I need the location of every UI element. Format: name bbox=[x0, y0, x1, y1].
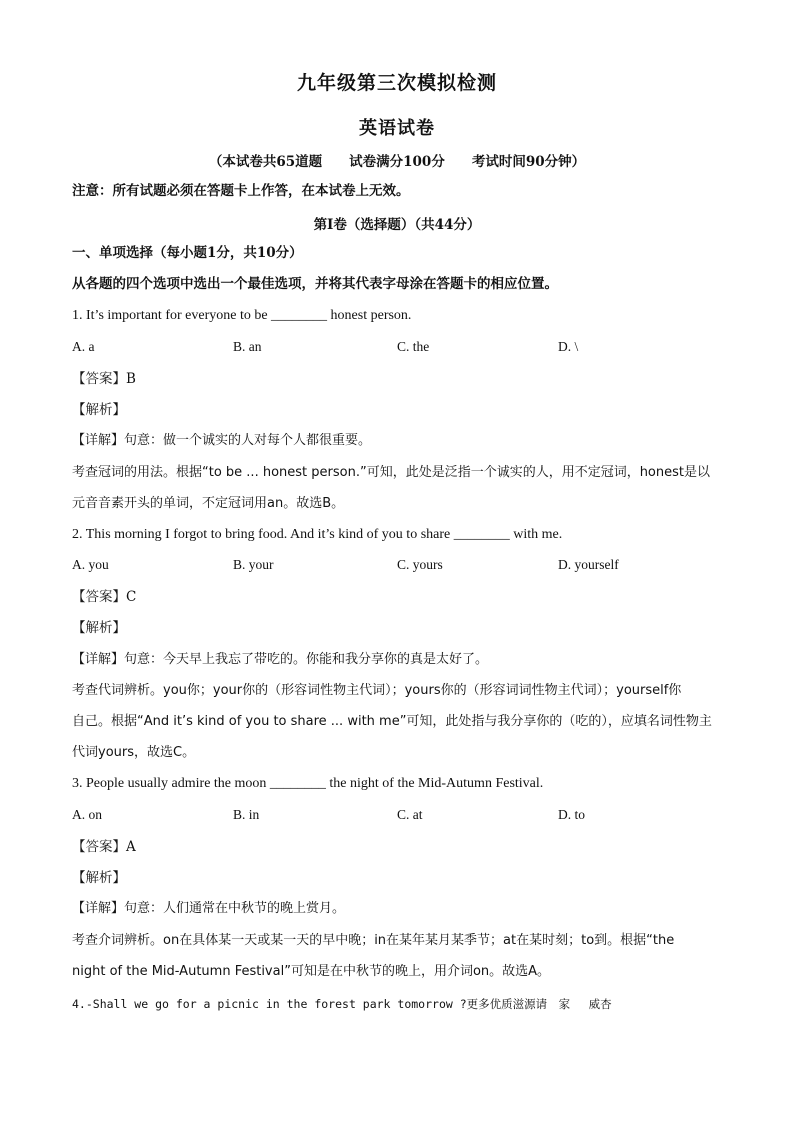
question-2-analysis-tag: 【解析】 bbox=[72, 620, 126, 636]
exam-subtitle: 英语试卷 bbox=[359, 118, 435, 139]
question-3-explain-line-2: night of the Mid-Autumn Festival”可知是在中秋节的晚上，用介词on。故选A。 bbox=[72, 964, 551, 979]
answer-tag: 【答案】 bbox=[72, 839, 126, 855]
notice: 注意：所有试题必须在答题卡上作答，在本试卷上无效。 bbox=[72, 183, 410, 199]
question-1-option-a: A. a bbox=[72, 339, 95, 354]
question-2-explain-line-1: 考查代词辨析。you你；your你的（形容词性物主代词）；yours你的（形容词词性物主代词）；yourself你 bbox=[72, 683, 682, 698]
part-heading: 第I卷（选择题）（共44分） bbox=[313, 217, 481, 233]
question-3-stem: 3. People usually admire the moon ________ the night of the Mid-Autumn Festival. bbox=[72, 776, 544, 791]
question-2-option-a: A. you bbox=[72, 557, 109, 572]
question-2-option-b: B. your bbox=[233, 557, 274, 572]
section-heading: 一、单项选择（每小题1分，共10分） bbox=[72, 245, 303, 261]
question-1-explain-line-1: 考查冠词的用法。根据“to be ... honest person.”可知，此处是泛指一个诚实的人，用不定冠词，honest是以 bbox=[72, 465, 710, 480]
question-3-analysis-tag: 【解析】 bbox=[72, 870, 126, 886]
question-1-answer bbox=[72, 370, 722, 388]
question-3-answer bbox=[72, 838, 722, 856]
question-3-option-d: D. to bbox=[558, 807, 585, 822]
question-1-option-c: C. the bbox=[397, 339, 430, 354]
detail-tag: 【详解】 bbox=[72, 901, 125, 916]
question-3-option-b: B. in bbox=[233, 807, 260, 822]
question-2-answer bbox=[72, 588, 722, 606]
question-3-option-a: A. on bbox=[72, 807, 102, 822]
question-2-explain-line-3: 代词yours，故选C。 bbox=[72, 745, 196, 760]
question-1-option-b: B. an bbox=[233, 339, 262, 354]
answer-value: B bbox=[126, 371, 136, 387]
detail-text: 句意：今天早上我忘了带吃的。你能和我分享你的真是太好了。 bbox=[124, 652, 489, 667]
question-1-stem: 1. It’s important for everyone to be ________ honest person. bbox=[72, 308, 412, 323]
question-2-option-d: D. yourself bbox=[558, 557, 619, 572]
question-3-option-c: C. at bbox=[397, 807, 423, 822]
exam-meta: （本试卷共65道题 试卷满分100分 考试时间90分钟） bbox=[208, 154, 586, 170]
question-2-option-c: C. yours bbox=[397, 557, 443, 572]
question-2-stem: 2. This morning I forgot to bring food. And it’s kind of you to share ________ with me. bbox=[72, 527, 563, 542]
exam-title: 九年级第三次模拟检测 bbox=[296, 72, 497, 94]
answer-value: C bbox=[126, 589, 137, 605]
question-3-explain-line-1: 考查介词辨析。on在具体某一天或某一天的早中晚；in在某年某月某季节；at在某时刻；to到。根据“the bbox=[72, 933, 675, 948]
question-2-detail bbox=[72, 651, 722, 669]
question-4-stem: 4.-Shall we go for a picnic in the forest park tomorrow ?更多优质滋源请 家 威杏 bbox=[72, 997, 612, 1011]
detail-text: 句意：人们通常在中秋节的晚上赏月。 bbox=[124, 901, 346, 916]
question-1-analysis-tag: 【解析】 bbox=[72, 402, 126, 418]
detail-text: 句意：做一个诚实的人对每个人都很重要。 bbox=[124, 433, 372, 448]
section-instruction: 从各题的四个选项中选出一个最佳选项，并将其代表字母涂在答题卡的相应位置。 bbox=[72, 276, 558, 292]
question-1-detail bbox=[72, 432, 722, 450]
question-1-explain-line-2: 元音音素开头的单词，不定冠词用an。故选B。 bbox=[72, 496, 345, 511]
question-3-detail bbox=[72, 900, 722, 918]
question-2-explain-line-2: 自己。根据“And it’s kind of you to share ... with me”可知，此处指与我分享你的（吃的），应填名词性物主 bbox=[72, 714, 712, 729]
answer-tag: 【答案】 bbox=[72, 371, 126, 387]
question-1-option-d: D. \ bbox=[558, 339, 579, 354]
answer-value: A bbox=[126, 839, 136, 855]
detail-tag: 【详解】 bbox=[72, 652, 125, 667]
answer-tag: 【答案】 bbox=[72, 589, 126, 605]
detail-tag: 【详解】 bbox=[72, 433, 125, 448]
